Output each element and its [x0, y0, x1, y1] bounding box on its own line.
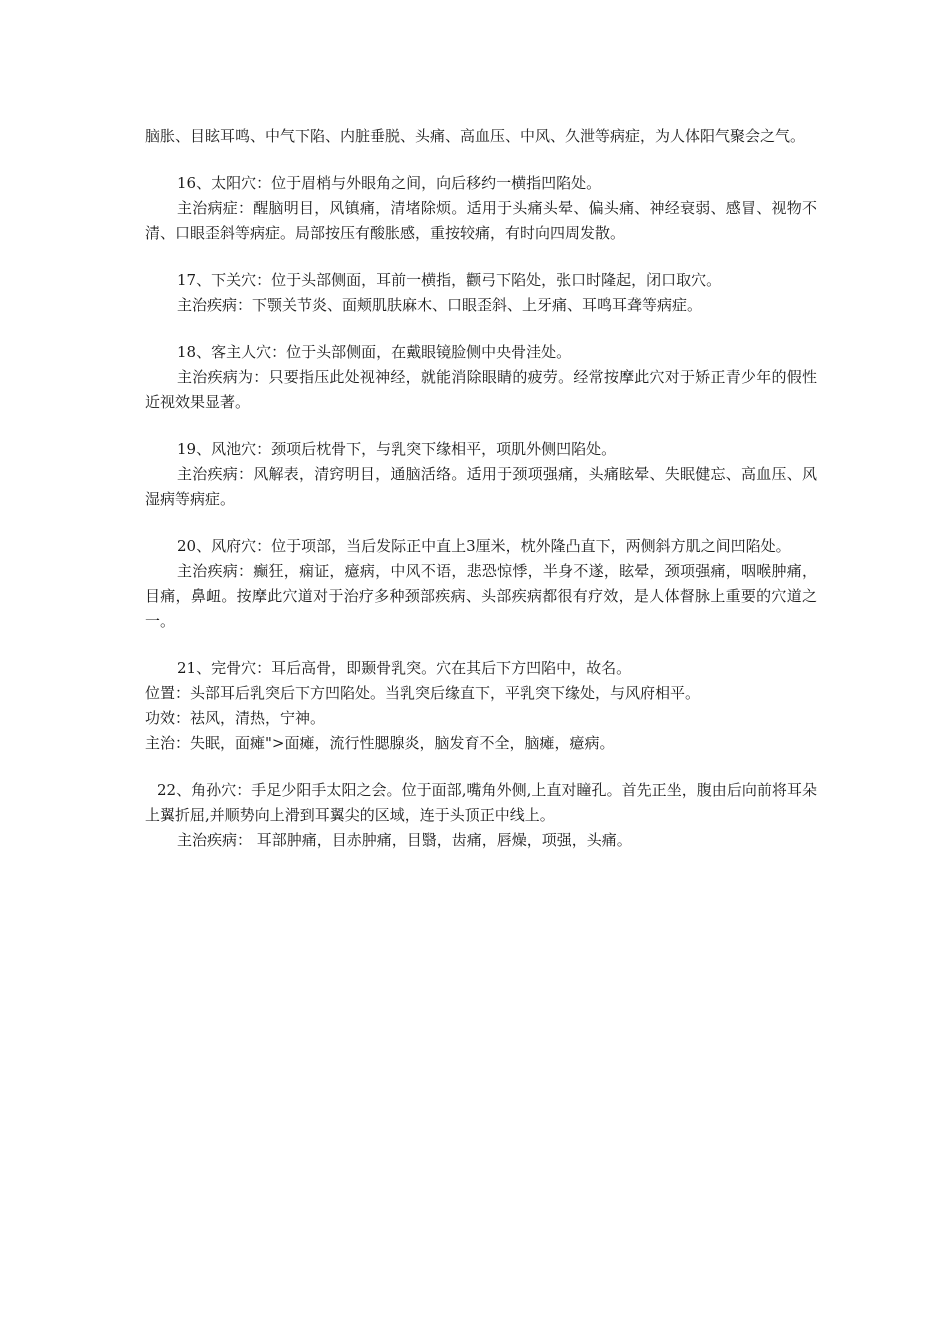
- spacer: [145, 149, 817, 171]
- section-18-treatment: 主治疾病为：只要指压此处视神经，就能消除眼睛的疲劳。经常按摩此穴对于矫正青少年的假性近视效果显著。: [145, 368, 817, 411]
- section-20-treatment: 主治疾病：癫狂，痫证，癔病，中风不语，悲恐惊悸，半身不遂，眩晕，颈项强痛，咽喉肿痛，目痛，鼻衄。按摩此穴道对于治疗多种颈部疾病、头部疾病都很有疗效，是人体督脉上重要的穴道之一。: [145, 562, 817, 630]
- section-16-treatment: 主治病症：醒脑明目，风镇痛，清堵除烦。适用于头痛头晕、偏头痛、神经衰弱、感冒、视物不清、口眼歪斜等病症。局部按压有酸胀感，重按较痛，有时向四周发散。: [145, 199, 817, 242]
- section-21-intro: 21、完骨穴：耳后高骨，即颞骨乳突。穴在其后下方凹陷中，故名。: [177, 659, 632, 677]
- spacer: [145, 756, 817, 778]
- section-17-location: 17、下关穴：位于头部侧面，耳前一横指，颧弓下陷处，张口时隆起，闭口取穴。: [177, 271, 722, 289]
- section-21-treatment: 主治：失眠，面瘫">面瘫，流行性腮腺炎，脑发育不全，脑瘫，癔病。: [145, 734, 615, 752]
- section-19-location: 19、风池穴：颈项后枕骨下，与乳突下缘相平，项肌外侧凹陷处。: [177, 440, 617, 458]
- continued-paragraph: 脑胀、目眩耳鸣、中气下陷、内脏垂脱、头痛、高血压、中风、久泄等病症，为人体阳气聚会之气。: [145, 127, 806, 145]
- spacer: [145, 318, 817, 340]
- section-21-effect: 功效：祛风，清热，宁神。: [145, 709, 326, 727]
- section-17-treatment: 主治疾病：下颚关节炎、面颊肌肤麻木、口眼歪斜、上牙痛、耳鸣耳聋等病症。: [177, 296, 703, 314]
- spacer: [145, 634, 817, 656]
- section-21-position: 位置：头部耳后乳突后下方凹陷处。当乳突后缘直下，平乳突下缘处，与风府相平。: [145, 684, 701, 702]
- section-18-location: 18、客主人穴：位于头部侧面，在戴眼镜脸侧中央骨洼处。: [177, 343, 572, 361]
- section-16-location: 16、太阳穴：位于眉梢与外眼角之间，向后移约一横指凹陷处。: [177, 174, 602, 192]
- document-body: [145, 124, 817, 853]
- section-20-location: 20、风府穴：位于项部，当后发际正中直上3厘米，枕外隆凸直下，两侧斜方肌之间凹陷处。: [177, 537, 791, 555]
- spacer: [145, 246, 817, 268]
- section-19-treatment: 主治疾病：风解表，清窍明目，通脑活络。适用于颈项强痛，头痛眩晕、失眠健忘、高血压、风湿病等病症。: [145, 465, 817, 508]
- section-22-treatment: 主治疾病： 耳部肿痛，目赤肿痛，目翳，齿痛，唇燥，项强，头痛。: [177, 831, 632, 849]
- spacer: [145, 512, 817, 534]
- section-22-location: 22、角孙穴：手足少阳手太阳之会。位于面部,嘴角外侧,上直对瞳孔。首先正坐，腹由后向前将耳朵上翼折屈,并顺势向上滑到耳翼尖的区域，连于头顶正中线上。: [145, 781, 817, 824]
- spacer: [145, 415, 817, 437]
